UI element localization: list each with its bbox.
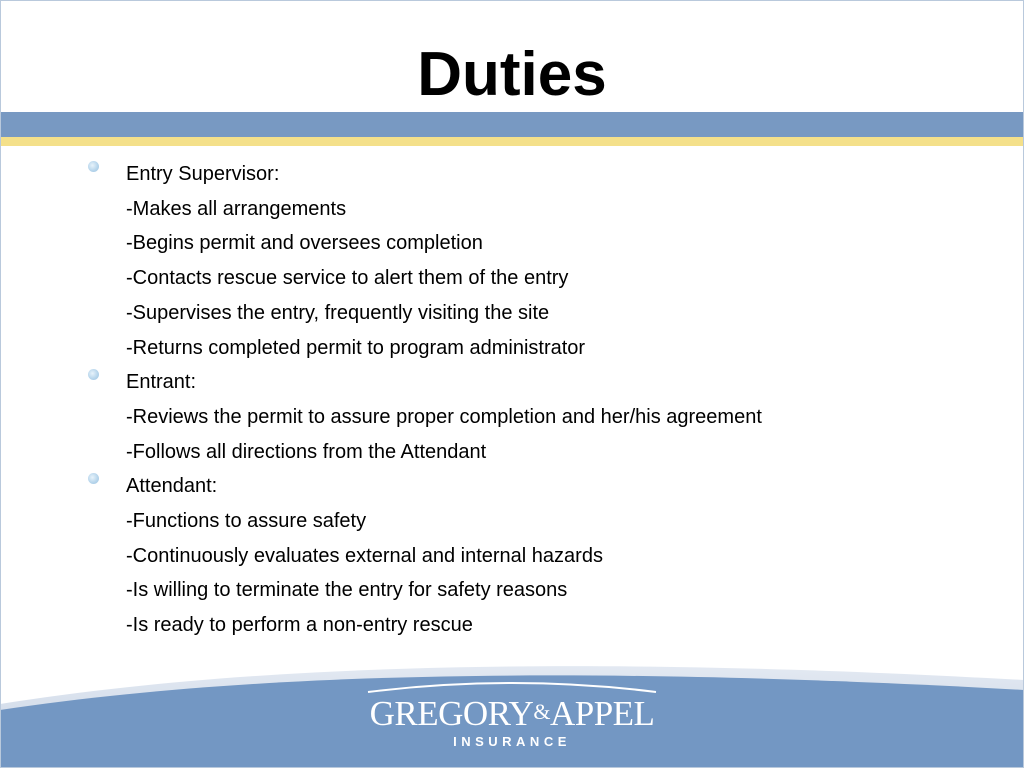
duty-line: -Continuously evaluates external and internal hazards bbox=[126, 544, 603, 567]
duty-line: -Is ready to perform a non-entry rescue bbox=[126, 614, 473, 637]
section-heading: Attendant: bbox=[126, 475, 218, 498]
title-band-blue bbox=[0, 112, 1024, 137]
duty-section-entrant bbox=[88, 365, 988, 469]
duty-line: -Returns completed permit to program administrator bbox=[126, 336, 586, 359]
duty-line: -Supervises the entry, frequently visiting the site bbox=[126, 301, 550, 324]
duty-line: -Contacts rescue service to alert them of the entry bbox=[126, 267, 569, 290]
duty-line: -Begins permit and oversees completion bbox=[126, 232, 483, 255]
duty-line: -Reviews the permit to assure proper completion and her/his agreement bbox=[126, 405, 762, 428]
duty-line: -Is willing to terminate the entry for safety reasons bbox=[126, 579, 568, 602]
bullet-icon bbox=[88, 473, 99, 484]
section-heading: Entry Supervisor: bbox=[126, 163, 280, 185]
title-band-yellow bbox=[0, 137, 1024, 146]
duty-line: -Functions to assure safety bbox=[126, 510, 367, 533]
duty-section-entry-supervisor bbox=[88, 157, 988, 365]
duty-line: -Makes all arrangements bbox=[126, 197, 347, 220]
bullet-icon bbox=[88, 161, 99, 172]
duty-line: -Follows all directions from the Attendant bbox=[126, 440, 487, 463]
logo-wordmark bbox=[362, 692, 662, 734]
logo-tagline: INSURANCE bbox=[453, 734, 571, 749]
section-heading: Entrant: bbox=[126, 371, 197, 394]
company-logo bbox=[362, 676, 662, 756]
logo-name-left: GREGORY bbox=[369, 694, 534, 733]
logo-name-right: APPEL bbox=[549, 694, 655, 733]
duty-section-attendant bbox=[88, 469, 988, 643]
slide-title: Duties bbox=[417, 40, 607, 109]
duties-list bbox=[88, 157, 988, 643]
logo-ampersand: & bbox=[533, 699, 550, 724]
bullet-icon bbox=[88, 369, 99, 380]
